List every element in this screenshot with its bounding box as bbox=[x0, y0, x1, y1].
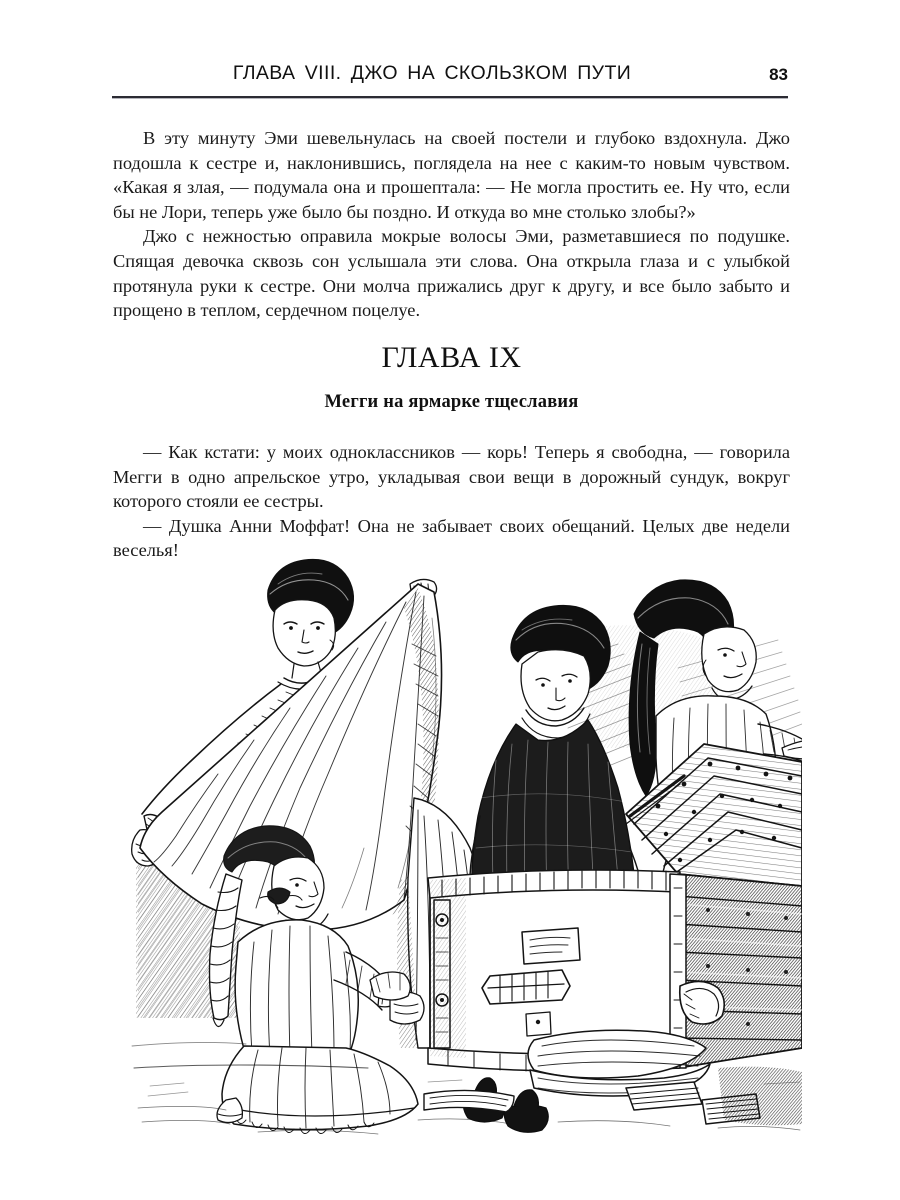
paragraph: — Душка Анни Моффат! Она не забывает своих обещаний. Целых две недели веселья! bbox=[113, 515, 790, 561]
header-rule bbox=[112, 96, 788, 99]
chapter-title: ГЛАВА IX bbox=[381, 341, 522, 374]
chapter-subtitle: Мегги на ярмарке тщеславия bbox=[324, 392, 579, 412]
running-head bbox=[112, 62, 788, 92]
engraving-artwork bbox=[118, 548, 802, 1144]
trunk-handle bbox=[680, 981, 725, 1024]
chapter-heading bbox=[113, 341, 790, 375]
running-head-title: ГЛАВА VIII. ДЖО НА СКОЛЬЗКОМ ПУТИ bbox=[232, 62, 632, 84]
paragraph: — Как кстати: у моих одноклассников — корь! Теперь я свободна, — говорила Мегги в одно апрельское утро, укладывая свои вещи в дорожный сундук, вокруг которого стояли ее сестры. bbox=[113, 442, 790, 512]
paragraph: Джо с нежностью оправила мокрые волосы Эми, разметавшиеся по подушке. Спящая девочка сквозь сон услышала эти слова. Она открыла глаза и с улыбкой протянула руки к сестре. Они молча прижались друг к другу, и все было забыто и прощено в теплом, сердечном поцелуе. bbox=[113, 226, 790, 321]
page-number: 83 bbox=[769, 65, 788, 84]
chapter-illustration bbox=[118, 548, 802, 1144]
body-text-before-chapter bbox=[113, 126, 790, 323]
body-text-after-chapter bbox=[113, 440, 790, 563]
paragraph: В эту минуту Эми шевельнулась на своей постели и глубоко вздохнула. Джо подошла к сестре и, наклонившись, поглядела на нее с каким-то новым чувством. «Какая я злая, — подумала она и прошептала: — Не могла простить ее. Ну что, если бы не Лори, теперь уже было бы поздно. И откуда во мне столько злобы?» bbox=[113, 128, 790, 222]
